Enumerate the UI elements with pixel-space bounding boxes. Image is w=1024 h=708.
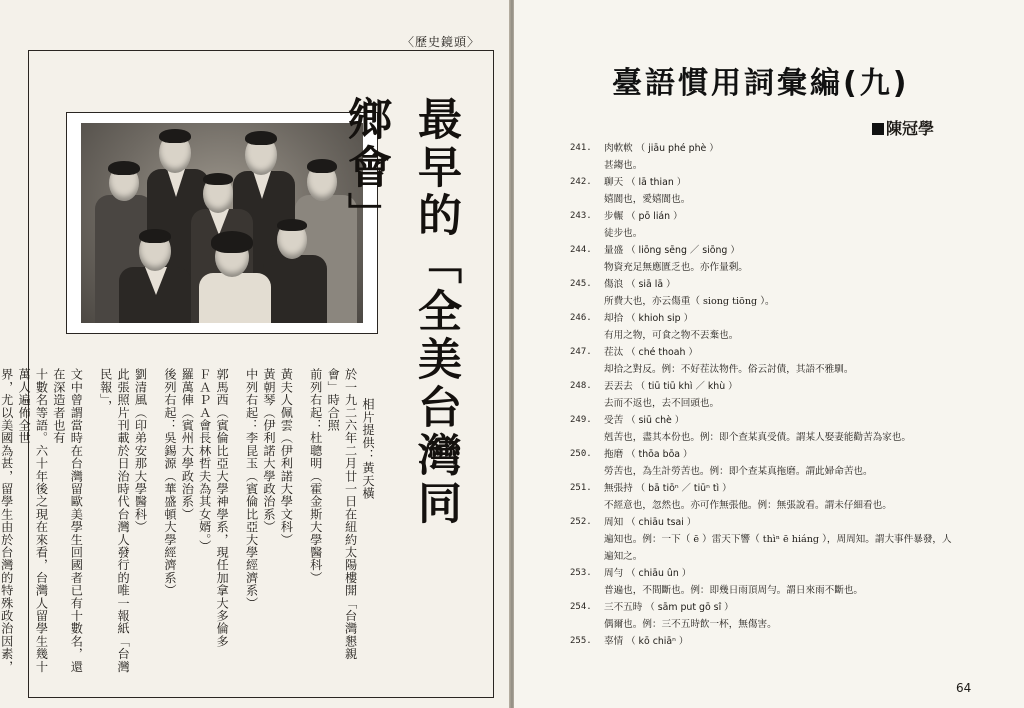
vocab-entry-head bbox=[570, 140, 990, 157]
vocab-entry-head bbox=[570, 310, 990, 327]
vocab-entry-head bbox=[570, 446, 990, 463]
entry-definition: 有用之物，可食之物不丟棄也。 bbox=[604, 330, 739, 341]
entry-number: 241. bbox=[570, 143, 592, 153]
entry-romanization: （ khioh sip ） bbox=[626, 313, 693, 324]
vocab-entry-head bbox=[570, 208, 990, 225]
entry-word: 辜情 bbox=[604, 636, 624, 647]
entry-definition: 偶爾也。例：三不五時飲一杯，無傷害。 bbox=[604, 619, 777, 630]
entry-romanization: （ lā thian ） bbox=[626, 177, 687, 188]
entry-word: 三不五時 bbox=[604, 602, 643, 613]
entry-word: 無張持 bbox=[604, 483, 633, 494]
entry-definition: 所費大也，亦云傷重（ siong tiōng ）。 bbox=[604, 296, 775, 307]
entry-definition: 徒步也。 bbox=[604, 228, 643, 239]
entry-romanization: （ kō chiāⁿ ） bbox=[626, 636, 689, 647]
entry-romanization: （ thōa bōa ） bbox=[626, 449, 693, 460]
entry-romanization: （ jiāu phé phè ） bbox=[635, 143, 719, 154]
entry-romanization: （ siū chè ） bbox=[626, 415, 685, 426]
entry-number: 242. bbox=[570, 177, 592, 187]
body-line: 十數名等語。六十年後之現在來看，台灣人留學生幾十萬人遍佈全世 bbox=[17, 368, 49, 673]
entry-definition: 普遍也，不間斷也。例：即幾日雨頂周勻。謂日來雨不斷也。 bbox=[604, 585, 864, 596]
entry-definition: 遍知之。 bbox=[604, 551, 643, 562]
body-line: 黃夫人佩雲（伊利諾大學文科） bbox=[279, 368, 294, 546]
entry-number: 247. bbox=[570, 347, 592, 357]
square-bullet-icon bbox=[872, 123, 884, 135]
entry-number: 255. bbox=[570, 636, 592, 646]
entry-romanization: （ siā lā ） bbox=[626, 279, 676, 290]
vocab-entry-head bbox=[570, 514, 990, 531]
vocab-entry-head bbox=[570, 276, 990, 293]
entry-number: 248. bbox=[570, 381, 592, 391]
entry-definition: 勞苦也，為生計勞苦也。例：即个查某真拖磨。謂此婦命苦也。 bbox=[604, 466, 873, 477]
body-line: 於一九二六年二月廿一日在紐約太陽樓開「台灣懇親會」時合照 bbox=[326, 368, 358, 661]
entry-definition: 不經意也，忽然也。亦可作無張他。例：無張說看。謂未仔細看也。 bbox=[604, 500, 892, 511]
section-tag: 〈歷史鏡頭〉 bbox=[402, 35, 481, 49]
vocab-entries bbox=[570, 140, 990, 650]
entry-word: 聊天 bbox=[604, 177, 624, 188]
body-line: 界，尤以美國為甚，留學生由於台灣的特殊政治因素， bbox=[0, 368, 14, 673]
entry-romanization: （ chiāu tsai ） bbox=[626, 517, 697, 528]
photo-credit: 相片提供：黃天橫 bbox=[361, 398, 375, 500]
vocab-entry-head bbox=[570, 633, 990, 650]
entry-number: 251. bbox=[570, 483, 592, 493]
entry-number: 250. bbox=[570, 449, 592, 459]
entry-word: 受苦 bbox=[604, 415, 624, 426]
vocab-entry-head bbox=[570, 480, 990, 497]
page-number: 64 bbox=[956, 681, 972, 695]
entry-romanization: （ pō lián ） bbox=[626, 211, 683, 222]
left-page bbox=[0, 0, 510, 708]
body-line: 黃朝琴（伊利諾大學政治系） bbox=[261, 368, 276, 534]
author-name: 陳冠學 bbox=[886, 119, 935, 138]
entry-definition: 遍知也。例：一下（ ē ）雷天下響（ thìⁿ ē hiáng ），周周知。謂大事件暴發，人 bbox=[604, 534, 952, 545]
entry-word: 茬汰 bbox=[604, 347, 624, 358]
article-body bbox=[0, 368, 376, 678]
vocab-entry-head bbox=[570, 599, 990, 616]
entry-number: 254. bbox=[570, 602, 592, 612]
entry-word: 傷浪 bbox=[604, 279, 624, 290]
body-line: 文中曾謂當時在台灣留歐美學生回國者已有十數名，還在深造者也有 bbox=[51, 368, 84, 673]
vocab-entry-head bbox=[570, 344, 990, 361]
body-line: 前列右起：杜聰明（霍金斯大學醫科） bbox=[308, 368, 323, 584]
body-line: 此張照片刊載於日治時代台灣人發行的唯一報紙「台灣民報」， bbox=[98, 368, 131, 673]
group-photo-image bbox=[81, 123, 363, 323]
vocab-entry-head bbox=[570, 412, 990, 429]
entry-word: 却拾 bbox=[604, 313, 624, 324]
body-line: ＦＡＰＡ會長林哲夫為其女婿。） bbox=[197, 368, 212, 553]
entry-word: 量盛 bbox=[604, 245, 624, 256]
vocab-title: 臺語慣用詞彙編(九) bbox=[612, 66, 910, 101]
entry-number: 246. bbox=[570, 313, 592, 323]
entry-number: 243. bbox=[570, 211, 592, 221]
body-line: 中列右起：李昆玉（賓倫比亞大學經濟系） bbox=[244, 368, 259, 610]
entry-word: 丟丟去 bbox=[604, 381, 633, 392]
body-line: 羅萬俥（賓州大學政治系） bbox=[180, 368, 195, 521]
entry-definition: 嬉閬也，愛嬉閬也。 bbox=[604, 194, 691, 205]
vocab-entry-head bbox=[570, 378, 990, 395]
entry-romanization: （ bā tiōⁿ ／ tiūⁿ tì ） bbox=[635, 483, 732, 494]
author-line bbox=[872, 116, 934, 139]
vocab-entry-head bbox=[570, 242, 990, 259]
entry-definition: 去而不返也，去不回頭也。 bbox=[604, 398, 720, 409]
entry-word: 周知 bbox=[604, 517, 624, 528]
entry-word: 拖磨 bbox=[604, 449, 624, 460]
entry-romanization: （ chiāu ûn ） bbox=[626, 568, 692, 579]
entry-word: 步輾 bbox=[604, 211, 624, 222]
entry-number: 249. bbox=[570, 415, 592, 425]
entry-romanization: （ liōng sēng ／ siōng ） bbox=[626, 245, 740, 256]
entry-number: 252. bbox=[570, 517, 592, 527]
vocab-entry-head bbox=[570, 174, 990, 191]
entry-definition: 甚縐也。 bbox=[604, 160, 643, 171]
entry-number: 253. bbox=[570, 568, 592, 578]
body-line: 郭馬西（賓倫比亞大學神學系，現任加拿大多倫多 bbox=[215, 368, 230, 648]
entry-romanization: （ ché thoah ） bbox=[626, 347, 698, 358]
entry-number: 245. bbox=[570, 279, 592, 289]
entry-number: 244. bbox=[570, 245, 592, 255]
body-line: 後列右起：吳錫源（華盛頓大學經濟系） bbox=[162, 368, 177, 597]
entry-romanization: （ tiū tiū khì ／ khù ） bbox=[635, 381, 738, 392]
entry-definition: 物資充足無應匱乏也。亦作量剩。 bbox=[604, 262, 748, 273]
entry-word: 肉軟軟 bbox=[604, 143, 633, 154]
vocab-entry-head bbox=[570, 565, 990, 582]
entry-word: 周勻 bbox=[604, 568, 624, 579]
entry-romanization: （ sām put gō sî ） bbox=[645, 602, 734, 613]
body-line: 劉清風（印弟安那大學醫科） bbox=[133, 368, 148, 534]
entry-definition: 却拾之對反。例：不好茬汰物件。俗云討債，其語不雅馴。 bbox=[604, 364, 854, 375]
article-title: 最早的「全美台灣同鄉會」 bbox=[340, 96, 461, 528]
entry-definition: 剋苦也，盡其本份也。例：即个查某真受債。謂某人娶妻能勸苦為家也。 bbox=[604, 432, 911, 443]
